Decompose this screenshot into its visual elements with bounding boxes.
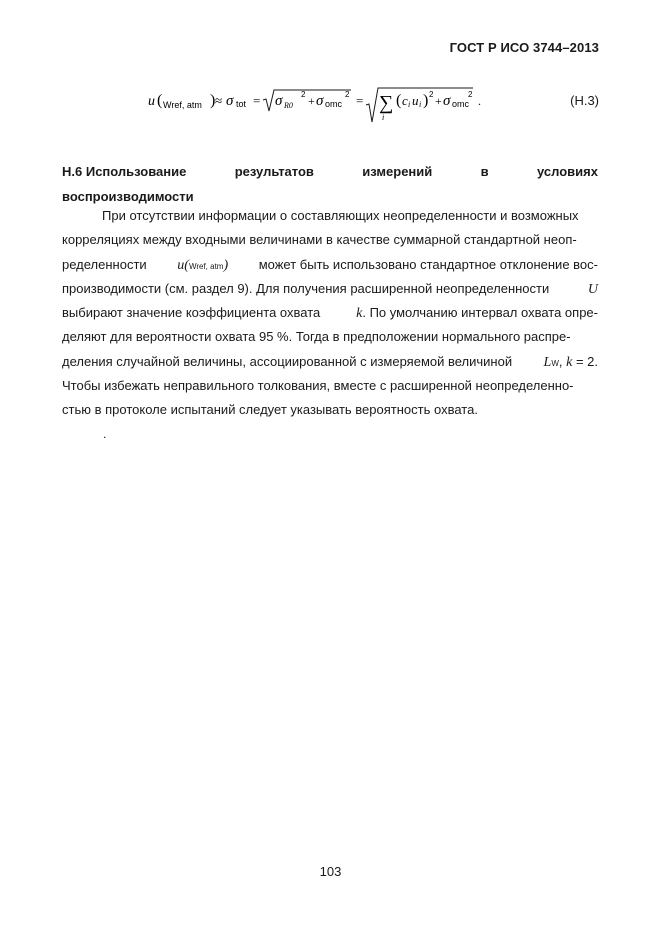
formula-period: . (478, 94, 481, 108)
section-title-word-3: измерений (362, 164, 433, 179)
formula-sigma-tot: σ (226, 93, 234, 109)
para-line-5-mid (356, 301, 598, 326)
formula-sq-2: 2 (345, 90, 350, 99)
formula-equals-1: = (253, 93, 261, 108)
formula-paren-open: ( (157, 92, 163, 109)
var-U: U (587, 281, 598, 297)
var-k: k (356, 306, 363, 322)
formula-u: u (148, 94, 155, 109)
para-line-3-text-a: ределенности (62, 256, 147, 272)
formula-c-sub: i (408, 100, 411, 109)
formula-sq-1: 2 (301, 90, 306, 99)
section-title-word-5: условиях (536, 164, 598, 179)
formula-graphic (148, 86, 508, 126)
formula-sum: ∑ (379, 92, 394, 114)
para-line-5-text-a: выбирают значение коэффициента охвата (62, 305, 321, 321)
stray-mark: . (103, 427, 107, 441)
var-u: u (177, 257, 185, 273)
para-line-9-text: стью в протоколе испытаний следует указывать вероятность охвата. (62, 402, 478, 418)
para-line-7-text: деления случайной величины, ассоциированной с измеряемой величиной (62, 353, 513, 369)
formula-r0-sub: R0 (284, 101, 293, 110)
var-u-sub: Wref, atm (188, 261, 224, 271)
formula-sigma-omc-1: σ (316, 93, 324, 109)
k-value: = 2. (575, 353, 598, 369)
body-paragraph (62, 204, 598, 423)
section-title-word-2: результатов (234, 164, 314, 179)
formula-sum-index: i (382, 113, 385, 122)
para-line-4-text: производимости (см. раздел 9). Для получения расширенной неопределенности (62, 280, 550, 296)
para-line-1-text: При отсутствии информации о составляющих неопределенности и возможных (102, 208, 579, 223)
para-line-8-text: Чтобы избежать неправильного толкования, вместе с расширенной неопределенно- (62, 378, 574, 394)
para-line-6-text: деляют для вероятности охвата 95 %. Тогда в предположении нормального распре- (62, 329, 571, 345)
formula-sq-4: 2 (468, 90, 473, 99)
section-title-word-4: в (480, 164, 489, 179)
var-k-2: k (566, 354, 573, 370)
var-L-sub: W (551, 358, 559, 368)
formula-equals-2: = (356, 93, 364, 108)
para-line-9 (62, 398, 598, 422)
section-title-word-1: Использование (85, 164, 187, 179)
equation-number: (Н.3) (570, 93, 599, 108)
para-line-2-text: корреляциях между входными величинами в качестве суммарной стандартной неоп- (62, 232, 577, 248)
section-number-and-word1 (62, 159, 186, 184)
para-line-3-text-b: может быть использовано стандартное отклонение вос- (258, 256, 598, 272)
para-line-4 (62, 277, 598, 301)
para-line-8 (62, 374, 598, 398)
para-line-7 (62, 350, 598, 374)
para-line-2 (62, 228, 598, 252)
formula-omc-sub-2: omc (452, 99, 470, 109)
formula-plus-2: + (435, 94, 442, 108)
section-heading-line-1 (62, 159, 598, 184)
para-line-7-vars: LW, k = 2. (543, 353, 598, 370)
para-line-6 (62, 325, 598, 349)
formula-tot-sub: tot (236, 99, 247, 109)
formula-plus-1: + (308, 94, 315, 108)
para-line-5 (62, 301, 598, 325)
formula-lhs-sub: Wref, atm (163, 100, 202, 110)
formula-c: c (402, 93, 408, 108)
var-L: L (543, 354, 552, 370)
formula-u-sub: i (419, 100, 422, 109)
formula-sigma-r0: σ (275, 93, 283, 109)
document-header: ГОСТ Р ИСО 3744–2013 (449, 40, 599, 55)
formula-approx: ≈ (215, 93, 223, 108)
section-heading (62, 159, 598, 209)
uncertainty-formula (148, 86, 508, 126)
formula-u-i: u (412, 93, 419, 108)
formula-paren-close: ) (210, 92, 216, 109)
formula-paren-close-2: ) (423, 92, 429, 109)
page-number: 103 (319, 864, 342, 879)
para-line-3 (62, 253, 598, 277)
section-heading-line-2: воспроизводимости (62, 189, 194, 204)
formula-paren-open-2: ( (396, 92, 402, 109)
para-line-1 (62, 204, 598, 228)
section-number: Н.6 (62, 164, 83, 179)
para-line-3-var: u(Wref, atm) (177, 257, 229, 273)
formula-sigma-omc-2: σ (443, 93, 451, 109)
formula-sq-3: 2 (429, 90, 434, 99)
para-line-5-text-b: . По умолчанию интервал охвата опре- (362, 305, 598, 321)
formula-omc-sub-1: omc (325, 99, 343, 109)
